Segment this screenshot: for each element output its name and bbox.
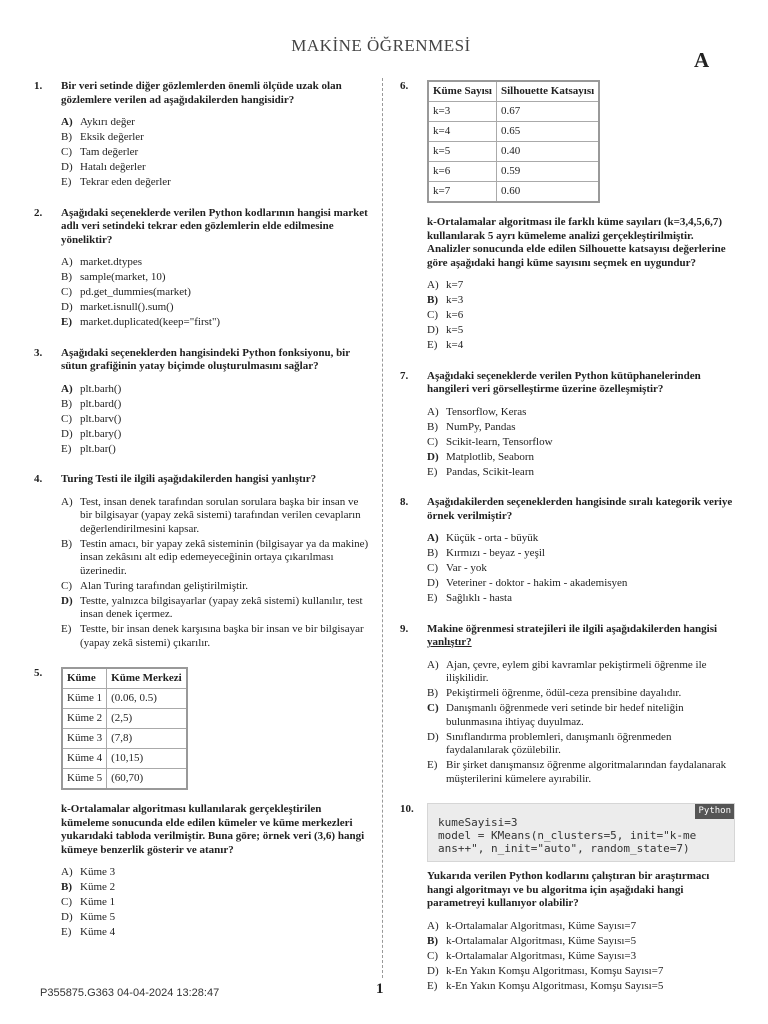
- option-d[interactable]: [61, 595, 369, 622]
- question-3: [34, 347, 369, 457]
- option-a[interactable]: [427, 279, 735, 293]
- table-cell: k=3: [428, 102, 496, 122]
- option-b[interactable]: [427, 547, 735, 561]
- question-stem: k-Ortalamalar algoritması ile farklı küme sayıları (k=3,4,5,6,7) kullanılarak 5 ayrı kümeleme analizi gerçekleştirilmiştir. Analizler sonucunda elde edilen Silhouette katsayısı değerlerine göre aşağıdaki hangi küme sayısını seçmek en uygundur?: [427, 216, 726, 269]
- table-cell: k=4: [428, 122, 496, 142]
- option-letter: C): [61, 146, 72, 158]
- option-text: Aykırı değer: [80, 116, 135, 128]
- table-cell: k=7: [428, 182, 496, 203]
- option-c[interactable]: [427, 309, 735, 323]
- option-letter: D): [61, 594, 73, 607]
- cluster-center-table: [61, 667, 188, 790]
- table-header-cell: Küme: [62, 668, 107, 689]
- option-a[interactable]: [61, 866, 369, 880]
- option-text: market.duplicated(keep="first"): [80, 316, 221, 328]
- option-a[interactable]: [61, 383, 369, 397]
- question-1: [34, 80, 369, 190]
- option-text: Hatalı değerler: [80, 161, 146, 173]
- question-number: 1.: [34, 80, 43, 92]
- option-e[interactable]: [61, 443, 369, 457]
- stem-text: Makine öğrenmesi stratejileri ile ilgili aşağıdakilerden hangisi: [427, 622, 718, 635]
- option-e[interactable]: [427, 980, 735, 994]
- options-list: [61, 866, 369, 940]
- table-cell: Küme 1: [62, 689, 107, 709]
- option-letter: A): [427, 279, 439, 291]
- option-letter: C): [61, 579, 72, 592]
- option-letter: A): [427, 532, 439, 544]
- question-9: [400, 623, 735, 787]
- option-letter: D): [427, 324, 439, 336]
- table-cell: k=6: [428, 162, 496, 182]
- question-2: [34, 207, 369, 330]
- option-text: plt.barv(): [80, 412, 122, 425]
- table-cell: Küme 3: [62, 729, 107, 749]
- options-list: [427, 920, 735, 994]
- option-text: Testte, bir insan denek karşısına başka bir insan ve bir bilgisayar (yapay zekâ sistemi) çıkarılır.: [80, 623, 364, 649]
- footer-code: P355875.G363 04-04-2024 13:28:47: [40, 987, 220, 999]
- option-letter: B): [427, 934, 438, 947]
- option-letter: D): [61, 427, 73, 440]
- option-c[interactable]: [427, 702, 735, 729]
- option-a[interactable]: [427, 920, 735, 934]
- table-cell: 0.40: [496, 142, 599, 162]
- option-letter: C): [427, 435, 438, 448]
- table-cell: (10,15): [107, 749, 187, 769]
- option-letter: E): [61, 442, 72, 455]
- option-letter: C): [61, 412, 72, 425]
- option-d[interactable]: [61, 911, 369, 925]
- option-text: plt.bard(): [80, 397, 122, 410]
- option-letter: A): [427, 919, 439, 932]
- option-text: NumPy, Pandas: [446, 420, 516, 433]
- option-text: k=3: [446, 294, 464, 306]
- options-list: [61, 116, 369, 190]
- option-text: Danışmanlı öğrenmede veri setinde bir hedef niteliğin bulunmasına ihtiyaç duyulmaz.: [446, 702, 684, 728]
- right-column: [400, 80, 735, 995]
- table-cell: 0.65: [496, 122, 599, 142]
- table-row: [428, 142, 599, 162]
- option-letter: C): [427, 702, 439, 714]
- option-text: k-Ortalamalar Algoritması, Küme Sayısı=7: [446, 919, 637, 932]
- option-text: sample(market, 10): [80, 271, 166, 283]
- option-text: plt.bary(): [80, 427, 122, 440]
- exam-title: MAKİNE ÖĞRENMESİ: [291, 36, 471, 55]
- option-letter: E): [427, 339, 438, 351]
- table-row: [428, 182, 599, 203]
- option-text: Kırmızı - beyaz - yeşil: [446, 547, 545, 559]
- option-d[interactable]: [427, 577, 735, 591]
- question-8: [400, 496, 735, 606]
- question-number: 5.: [34, 667, 43, 679]
- option-letter: A): [61, 256, 73, 268]
- option-d[interactable]: [61, 161, 369, 175]
- table-cell: 0.60: [496, 182, 599, 203]
- option-a[interactable]: [61, 116, 369, 130]
- option-letter: A): [427, 405, 439, 418]
- option-b[interactable]: [61, 881, 369, 895]
- table-header-row: [428, 81, 599, 102]
- option-e[interactable]: [61, 926, 369, 940]
- option-text: Ajan, çevre, eylem gibi kavramlar pekiştirmeli öğrenme ile ilişkilidir.: [446, 658, 707, 684]
- table-header-cell: Küme Merkezi: [107, 668, 187, 689]
- option-a[interactable]: [61, 256, 369, 270]
- option-text: k=7: [446, 279, 464, 291]
- option-text: Var - yok: [446, 562, 487, 574]
- option-letter: D): [61, 161, 73, 173]
- table-header-cell: Silhouette Katsayısı: [496, 81, 599, 102]
- option-letter: A): [61, 866, 73, 878]
- option-letter: D): [427, 730, 439, 743]
- question-5: [34, 667, 369, 940]
- option-text: Eksik değerler: [80, 131, 144, 143]
- option-c[interactable]: [61, 286, 369, 300]
- option-e[interactable]: [427, 592, 735, 606]
- option-letter: B): [427, 294, 438, 306]
- table-cell: (60,70): [107, 769, 187, 790]
- option-letter: D): [427, 450, 439, 463]
- option-b[interactable]: [61, 271, 369, 285]
- option-d[interactable]: [427, 324, 735, 338]
- option-text: Pekiştirmeli öğrenme, ödül-ceza prensibine dayalıdır.: [446, 687, 682, 699]
- table-header-cell: Küme Sayısı: [428, 81, 496, 102]
- option-a[interactable]: [61, 496, 369, 537]
- question-stem: Yukarıda verilen Python kodlarını çalıştıran bir araştırmacı hangi algoritmayı ve bu algoritma için aşağıdaki hangi parametreyi kullanıyor olabilir?: [427, 870, 710, 909]
- table-cell: (2,5): [107, 709, 187, 729]
- option-letter: C): [427, 562, 438, 574]
- option-b[interactable]: [427, 687, 735, 701]
- table-row: [428, 162, 599, 182]
- question-number: 10.: [400, 803, 414, 815]
- option-letter: D): [61, 301, 73, 313]
- option-letter: A): [427, 658, 439, 671]
- option-text: Tekrar eden değerler: [80, 176, 171, 188]
- option-letter: B): [61, 397, 72, 410]
- option-text: Test, insan denek tarafından sorulan sorulara başka bir insan ve bir bilgisayar (yapay zekâ sistemi) tarafından verilen cevapların değerlendirilmesini kapsar.: [80, 495, 361, 535]
- table-cell: 0.59: [496, 162, 599, 182]
- table-row: [62, 709, 187, 729]
- question-stem: [427, 623, 735, 650]
- option-b[interactable]: [427, 294, 735, 308]
- option-text: k=4: [446, 339, 464, 351]
- option-text: k-En Yakın Komşu Algoritması, Komşu Sayısı=5: [446, 979, 664, 992]
- question-10: [400, 803, 735, 993]
- option-text: Alan Turing tarafından geliştirilmiştir.: [80, 579, 249, 592]
- option-text: Scikit-learn, Tensorflow: [446, 435, 553, 448]
- option-letter: E): [61, 623, 72, 635]
- option-text: Küme 2: [80, 881, 116, 893]
- question-6: [400, 80, 735, 353]
- option-letter: B): [427, 687, 438, 699]
- question-number: 2.: [34, 206, 43, 219]
- language-tag: Python: [695, 804, 734, 819]
- option-d[interactable]: [427, 731, 735, 758]
- question-7: [400, 370, 735, 480]
- options-list: [427, 406, 735, 480]
- left-column: [34, 80, 369, 941]
- option-text: Küme 1: [80, 896, 116, 908]
- option-b[interactable]: [61, 131, 369, 145]
- option-d[interactable]: [427, 965, 735, 979]
- option-c[interactable]: [427, 436, 735, 450]
- table-row: [428, 122, 599, 142]
- options-list: [61, 383, 369, 457]
- option-text: k-Ortalamalar Algoritması, Küme Sayısı=5: [446, 934, 637, 947]
- option-letter: A): [61, 495, 73, 508]
- option-letter: E): [427, 759, 438, 771]
- table-row: [62, 729, 187, 749]
- question-stem: k-Ortalamalar algoritması kullanılarak gerçekleştirilen kümeleme sonucunda elde edilen kümeler ve küme merkezleri yukarıdaki tabloda verilmiştir. Buna göre; örnek veri (3,6) hangi kümeye benzerlik gösterir ve atanır?: [61, 803, 365, 856]
- question-number: 9.: [400, 622, 409, 635]
- option-text: Tensorflow, Keras: [446, 405, 527, 418]
- options-list: [427, 279, 735, 353]
- table-cell: Küme 4: [62, 749, 107, 769]
- booklet-type: A: [694, 48, 710, 72]
- question-number: 3.: [34, 346, 43, 359]
- option-e[interactable]: [427, 339, 735, 353]
- options-list: [427, 659, 735, 787]
- question-stem: Turing Testi ile ilgili aşağıdakilerden hangisi yanlıştır?: [61, 473, 317, 485]
- option-text: Pandas, Scikit-learn: [446, 465, 534, 478]
- option-letter: C): [427, 309, 438, 321]
- option-text: market.dtypes: [80, 256, 143, 268]
- option-b[interactable]: [427, 935, 735, 949]
- option-letter: E): [61, 176, 72, 188]
- column-divider: [382, 78, 383, 978]
- option-letter: A): [61, 116, 73, 128]
- option-letter: E): [61, 926, 72, 938]
- option-text: Testte, yalnızca bilgisayarlar (yapay zekâ sistemi) kullanılır, test insan denek içermez.: [80, 594, 363, 620]
- option-letter: B): [427, 547, 438, 559]
- table-cell: Küme 5: [62, 769, 107, 790]
- option-text: Sağlıklı - hasta: [446, 592, 512, 604]
- option-c[interactable]: [61, 413, 369, 427]
- question-number: 6.: [400, 80, 409, 92]
- option-letter: B): [427, 420, 438, 433]
- option-text: Küçük - orta - büyük: [446, 532, 539, 544]
- option-letter: E): [427, 592, 438, 604]
- table-row: [62, 689, 187, 709]
- option-text: k-Ortalamalar Algoritması, Küme Sayısı=3: [446, 949, 637, 962]
- table-header-row: [62, 668, 187, 689]
- table-row: [428, 102, 599, 122]
- option-letter: C): [427, 949, 438, 962]
- option-d[interactable]: [61, 301, 369, 315]
- option-e[interactable]: [61, 623, 369, 650]
- option-text: Tam değerler: [80, 146, 139, 158]
- option-letter: D): [427, 964, 439, 977]
- option-c[interactable]: [61, 146, 369, 160]
- options-list: [427, 532, 735, 606]
- table-row: [62, 769, 187, 790]
- options-list: [61, 256, 369, 330]
- option-text: market.isnull().sum(): [80, 301, 174, 313]
- option-text: k-En Yakın Komşu Algoritması, Komşu Sayısı=7: [446, 964, 664, 977]
- stem-emphasis: yanlıştır?: [427, 636, 472, 648]
- option-text: Veteriner - doktor - hakim - akademisyen: [446, 577, 628, 589]
- table-cell: k=5: [428, 142, 496, 162]
- question-number: 7.: [400, 369, 409, 382]
- option-c[interactable]: [61, 896, 369, 910]
- option-letter: C): [61, 896, 72, 908]
- option-b[interactable]: [61, 398, 369, 412]
- option-letter: B): [61, 131, 72, 143]
- option-a[interactable]: [427, 659, 735, 686]
- option-letter: A): [61, 382, 73, 395]
- option-text: Testin amacı, bir yapay zekâ sisteminin (bilgisayar ya da makine) insan zekâsını alt edip edemeyeceğinin ortaya çıkarılması üzerinedir.: [80, 537, 369, 577]
- option-text: Küme 5: [80, 911, 116, 923]
- option-letter: E): [427, 979, 438, 992]
- option-letter: B): [61, 881, 72, 893]
- option-d[interactable]: [427, 451, 735, 465]
- table-cell: (7,8): [107, 729, 187, 749]
- options-list: [61, 496, 369, 651]
- option-letter: D): [61, 911, 73, 923]
- question-stem: Bir veri setinde diğer gözlemlerden önemli ölçüde uzak olan gözlemlere verilen ad aşağıdakilerden hangisidir?: [61, 80, 342, 106]
- option-text: Sınıflandırma problemleri, danışmanlı öğrenmeden faydalanılarak çözülebilir.: [446, 730, 672, 756]
- option-text: k=6: [446, 309, 464, 321]
- option-text: Küme 4: [80, 926, 116, 938]
- option-text: Bir şirket danışmansız öğrenme algoritmalarından faydalanarak müşterilerini kümelere ayırabilir.: [446, 759, 727, 785]
- option-e[interactable]: [61, 176, 369, 190]
- question-stem: Aşağıdaki seçeneklerde verilen Python kodlarının hangisi market adlı veri setindeki tekrar eden gözlemlerin elde edilmesine yöneliktir?: [61, 206, 368, 246]
- option-c[interactable]: [427, 562, 735, 576]
- code-text: kumeSayisi=3 model = KMeans(n_clusters=5, init="k-me ans++", n_init="auto", random_state=7): [438, 816, 697, 855]
- question-stem: Aşağıdaki seçeneklerde verilen Python kütüphanelerinden hangileri veri görselleştirme üzerine özelleşmiştir?: [427, 369, 701, 395]
- option-c[interactable]: [61, 580, 369, 594]
- option-text: plt.barh(): [80, 382, 122, 395]
- question-number: 4.: [34, 473, 43, 485]
- table-cell: Küme 2: [62, 709, 107, 729]
- option-text: Küme 3: [80, 866, 116, 878]
- option-b[interactable]: [427, 421, 735, 435]
- option-text: k=5: [446, 324, 464, 336]
- option-c[interactable]: [427, 950, 735, 964]
- option-text: pd.get_dummies(market): [80, 286, 191, 298]
- question-stem: Aşağıdakilerden seçeneklerden hangisinde sıralı kategorik veriye örnek verilmiştir?: [427, 496, 733, 522]
- table-row: [62, 749, 187, 769]
- option-letter: D): [427, 577, 439, 589]
- question-4: [34, 473, 369, 650]
- option-text: plt.bar(): [80, 442, 116, 455]
- option-e[interactable]: [427, 466, 735, 480]
- silhouette-table: [427, 80, 600, 203]
- table-cell: (0.06, 0.5): [107, 689, 187, 709]
- question-number: 8.: [400, 496, 409, 508]
- option-a[interactable]: [427, 532, 735, 546]
- page-number: 1: [376, 981, 384, 997]
- option-d[interactable]: [61, 428, 369, 442]
- question-stem: Aşağıdaki seçeneklerden hangisindeki Python fonksiyonu, bir sütun grafiğinin yatay biçimde oluşturulmasını sağlar?: [61, 346, 350, 372]
- option-b[interactable]: [61, 538, 369, 579]
- table-cell: 0.67: [496, 102, 599, 122]
- option-a[interactable]: [427, 406, 735, 420]
- option-letter: B): [61, 271, 72, 283]
- option-letter: E): [427, 465, 438, 478]
- option-letter: C): [61, 286, 72, 298]
- option-text: Matplotlib, Seaborn: [446, 450, 534, 463]
- option-letter: E): [61, 316, 72, 328]
- option-e[interactable]: [427, 759, 735, 786]
- option-e[interactable]: [61, 316, 369, 330]
- option-letter: B): [61, 537, 72, 550]
- code-block: [427, 803, 735, 862]
